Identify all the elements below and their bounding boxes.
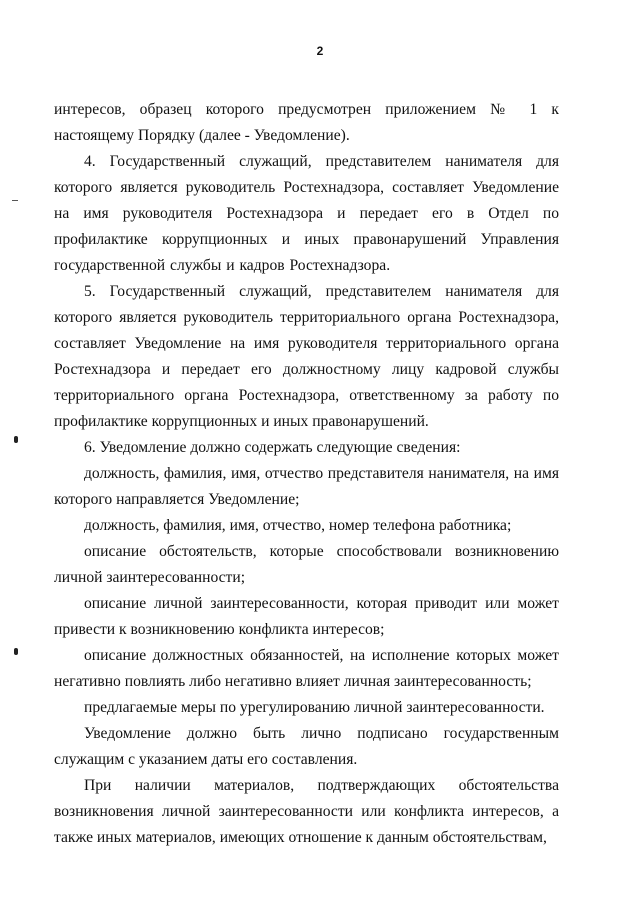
paragraph-signature: Уведомление должно быть лично подписано государственным служащим с указанием даты его составления.: [54, 725, 559, 768]
paragraph-item-5: 5. Государственный служащий, представителем нанимателя для которого является руководитель территориального органа Ростехнадзора, составляет Уведомление на имя руководителя территориального органа Ростехнадзора и передает его должностному лицу кадровой службы территориального органа Ростехнадзора, ответственному за работу по профилактике коррупционных и иных правонарушений.: [54, 283, 559, 430]
paragraph-continuation: интересов, образец которого предусмотрен приложением № 1 к настоящему Порядку (далее - Уведомление).: [54, 101, 559, 144]
page-number: 2: [316, 44, 324, 58]
list-item: должность, фамилия, имя, отчество представителя нанимателя, на имя которого направляется Уведомление;: [54, 465, 559, 508]
scan-artifact-dot: [14, 648, 18, 655]
list-item: описание обстоятельств, которые способствовали возникновению личной заинтересованности;: [54, 543, 559, 586]
paragraph-item-4: 4. Государственный служащий, представителем нанимателя для которого является руководитель Ростехнадзора, составляет Уведомление на имя руководителя Ростехнадзора и передает его в Отдел по профилактике коррупционных и иных правонарушений Управления государственной службы и кадров Ростехнадзора.: [54, 153, 559, 274]
list-item: описание личной заинтересованности, которая приводит или может привести к возникновению конфликта интересов;: [54, 595, 559, 638]
paragraph-materials: При наличии материалов, подтверждающих обстоятельства возникновения личной заинтересованности или конфликта интересов, а также иных материалов, имеющих отношение к данным обстоятельствам,: [54, 777, 559, 846]
list-item: описание должностных обязанностей, на исполнение которых может негативно повлиять либо негативно влияет личная заинтересованность;: [54, 647, 559, 690]
list-item: предлагаемые меры по урегулированию личной заинтересованности.: [84, 699, 545, 716]
paragraph-item-6: 6. Уведомление должно содержать следующие сведения:: [84, 439, 461, 456]
document-body: [54, 97, 559, 851]
list-item: должность, фамилия, имя, отчество, номер телефона работника;: [84, 517, 512, 534]
scan-artifact-dot: [14, 436, 18, 443]
scan-artifact-dash: [12, 200, 18, 201]
